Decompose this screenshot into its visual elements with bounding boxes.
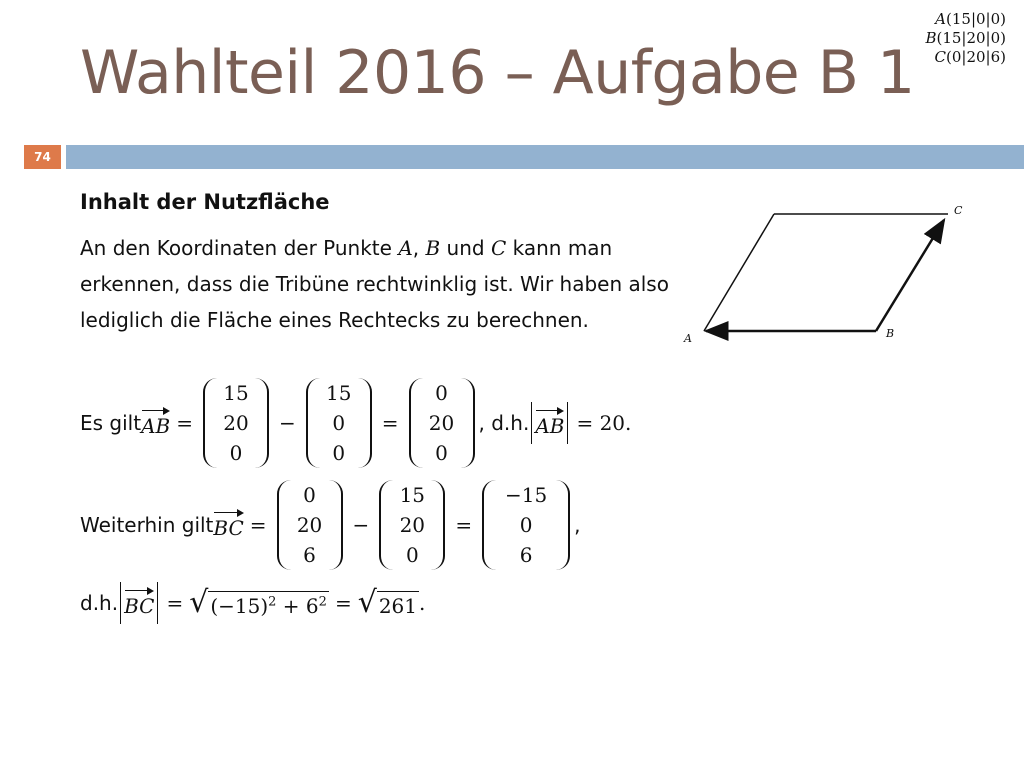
column-vector: 15 0 0 bbox=[306, 378, 372, 468]
header-rule bbox=[66, 145, 1024, 169]
vector-ab: AB bbox=[141, 408, 170, 438]
point-coordinates bbox=[925, 10, 1006, 67]
column-vector: 0 20 0 bbox=[409, 378, 475, 468]
explanation-paragraph: An den Koordinaten der Punkte A, B und C kann man erkennen, dass die Tribüne rechtwinklig ist. Wir haben also lediglich die Fläche eines Rechtecks zu berechnen. bbox=[80, 236, 669, 332]
magnitude-ab: AB bbox=[531, 402, 568, 444]
column-vector: 0 20 6 bbox=[277, 480, 343, 570]
coord-c: C(0|20|6) bbox=[934, 48, 1006, 66]
label-a: A bbox=[684, 332, 692, 345]
parallelogram-diagram bbox=[676, 200, 976, 350]
section-heading: Inhalt der Nutzfläche bbox=[80, 190, 330, 214]
slide-title: Wahlteil 2016 – Aufgabe B 1 bbox=[80, 38, 915, 108]
vector-bc: BC bbox=[213, 510, 243, 540]
edge-da bbox=[704, 214, 774, 331]
edge-bc bbox=[876, 220, 944, 331]
square-root: √ $(-15)^2 + 6^2$ bbox=[189, 585, 327, 620]
column-vector: 15 20 0 bbox=[203, 378, 269, 468]
column-vector: −15 0 6 bbox=[482, 480, 570, 570]
coord-b: B(15|20|0) bbox=[925, 29, 1006, 47]
magnitude-bc: BC bbox=[120, 582, 158, 624]
eq1-prefix: Es gilt bbox=[80, 411, 142, 435]
label-c: C bbox=[954, 204, 963, 217]
slide-number: 74 bbox=[24, 145, 61, 169]
square-root: √ 261 bbox=[357, 585, 418, 620]
column-vector: 15 20 0 bbox=[379, 480, 445, 570]
label-b: B bbox=[886, 327, 895, 340]
equation-bc: Weiterhin gilt BC = 0 20 6 − 15 20 0 = −15 0 6 , bbox=[80, 480, 580, 570]
equation-ab: Es gilt AB = 15 20 0 − 15 0 0 = 0 20 0 , d.h. AB = 20. bbox=[80, 378, 631, 468]
equation-magnitude-bc: d.h. BC = √ $(-15)^2 + 6^2$ = √ 261 . bbox=[80, 582, 425, 624]
eq2-prefix: Weiterhin gilt bbox=[80, 513, 214, 537]
coord-a: A(15|0|0) bbox=[935, 10, 1006, 28]
